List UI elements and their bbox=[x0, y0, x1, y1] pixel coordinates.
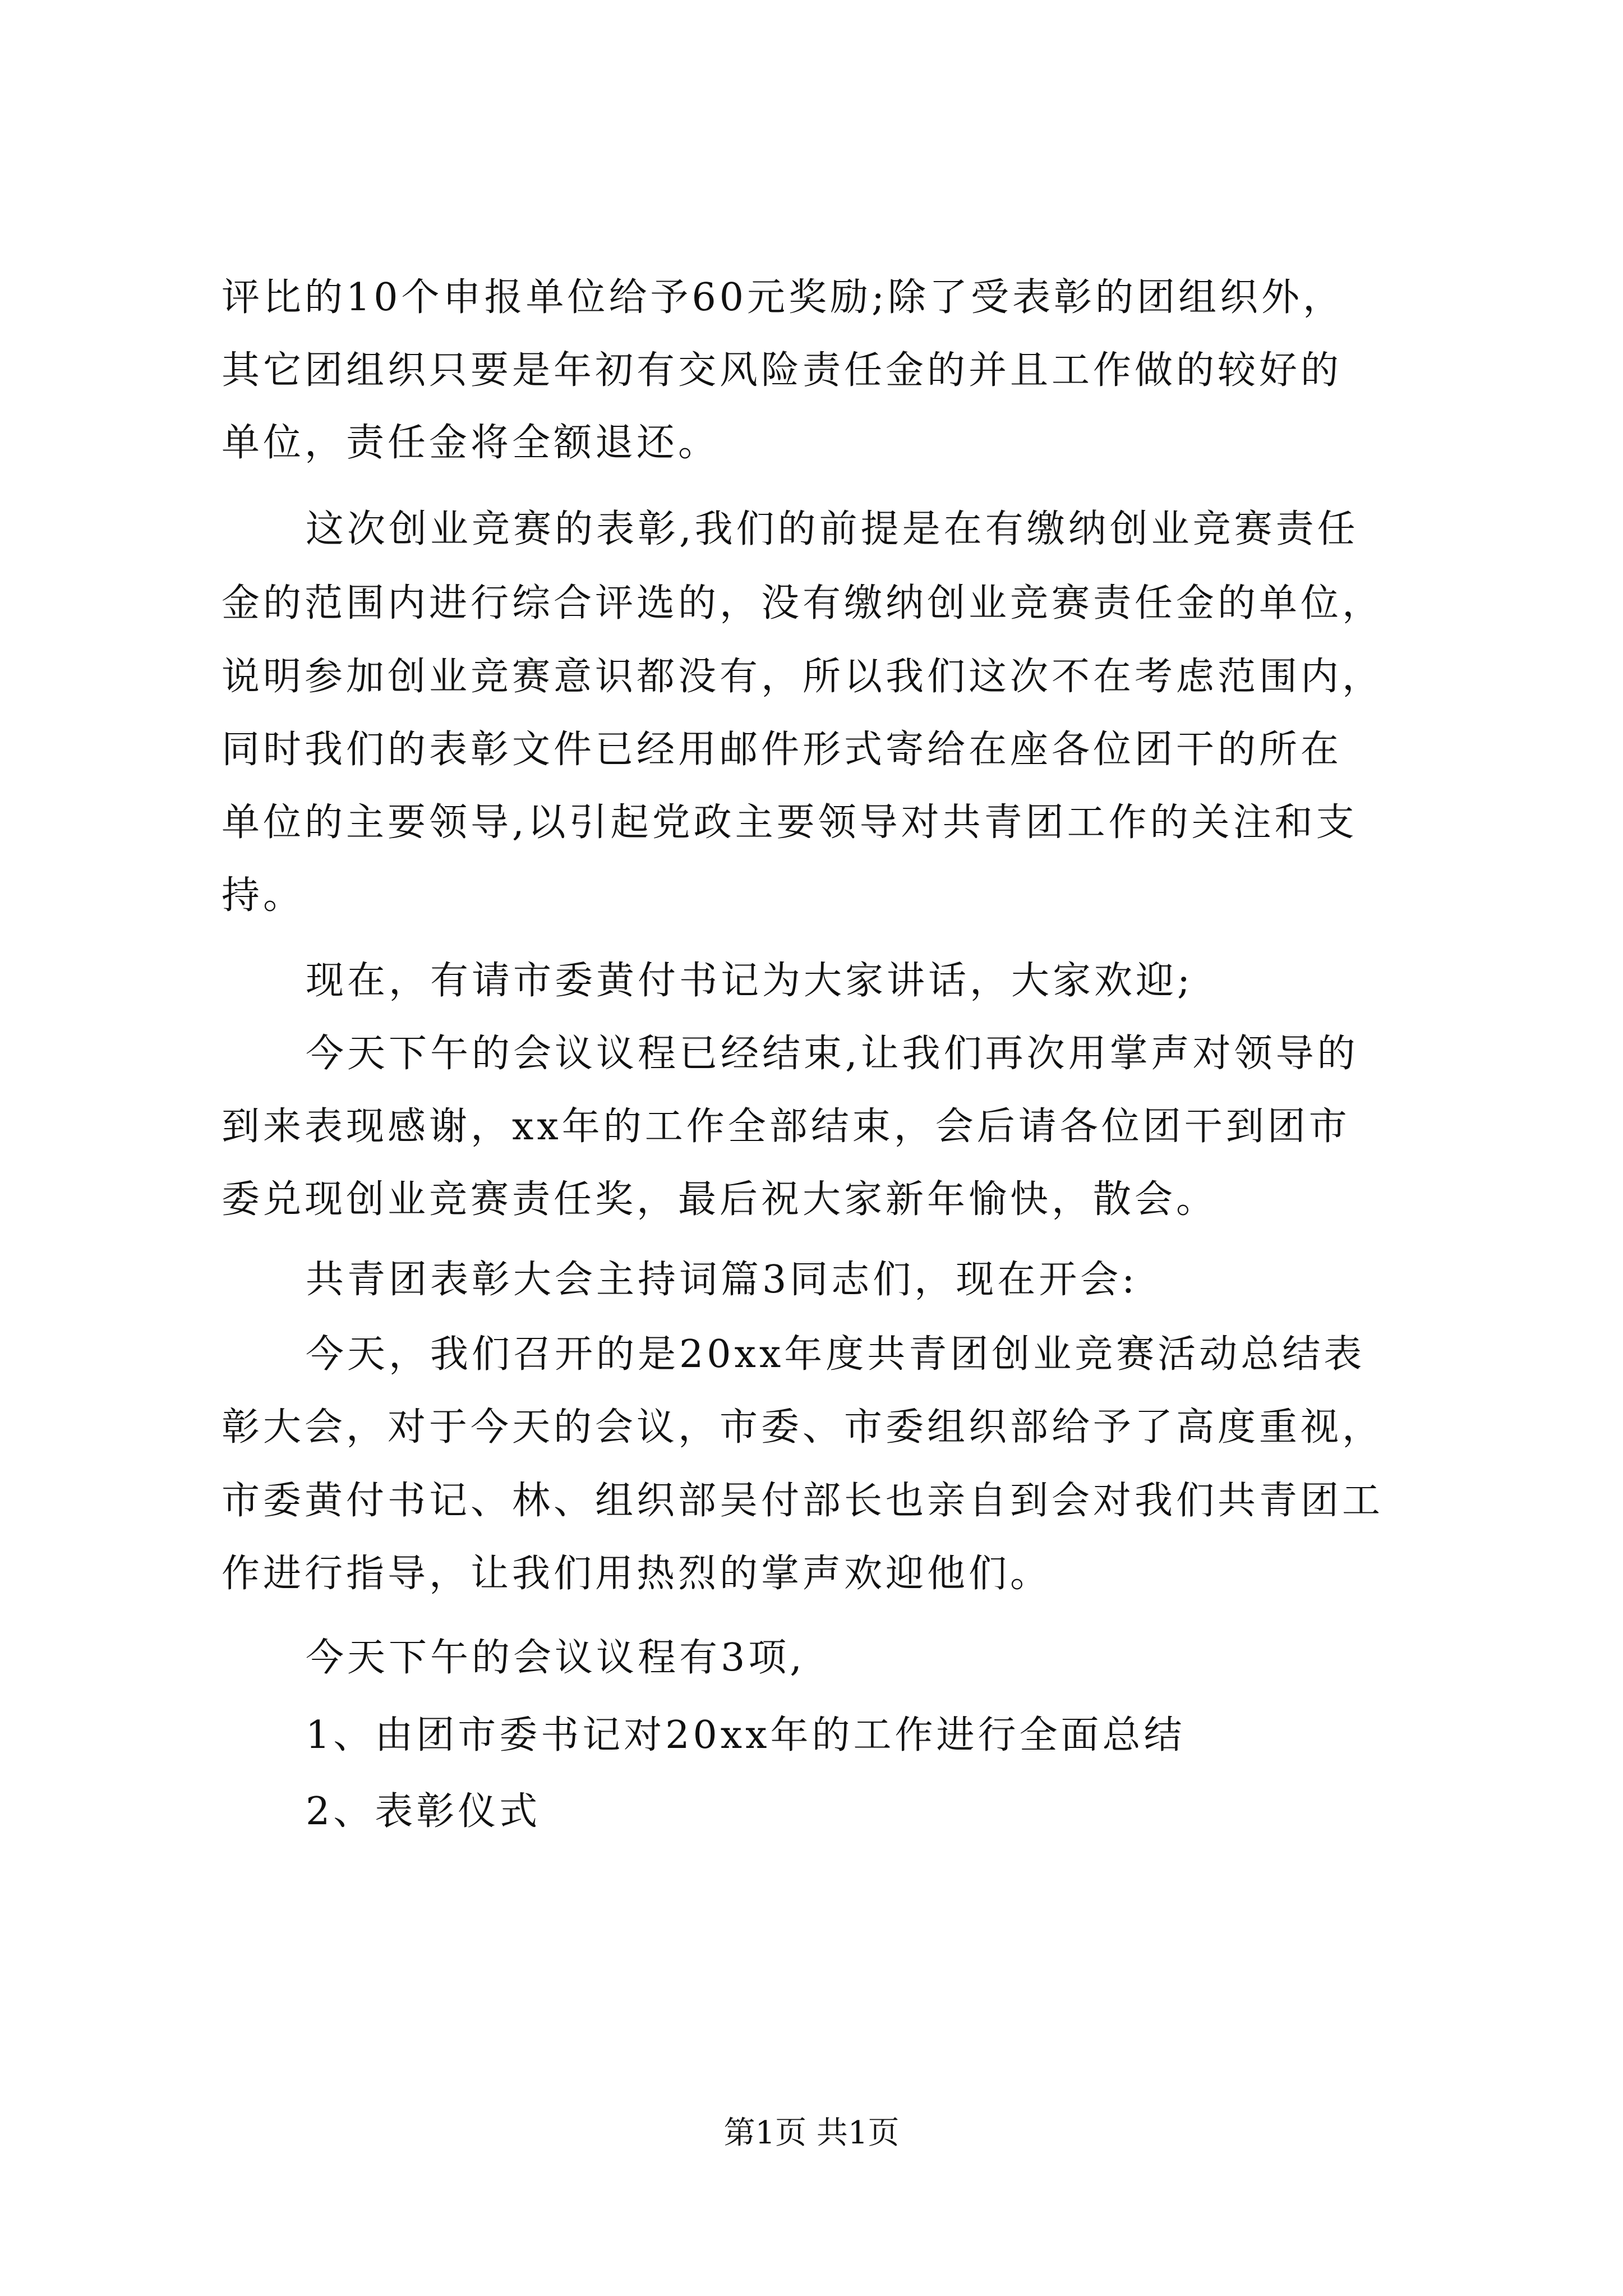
body-text-line: 持。 bbox=[222, 873, 305, 918]
paragraph-first-line: 现在，有请市委黄付书记为大家讲话，大家欢迎; bbox=[306, 959, 1193, 1003]
body-text-line: 同时我们的表彰文件已经用邮件形式寄给在座各位团干的所在 bbox=[222, 728, 1343, 772]
body-text-line: 金的范围内进行综合评选的，没有缴纳创业竞赛责任金的单位， bbox=[222, 581, 1384, 625]
paragraph-first-line: 这次创业竞赛的表彰,我们的前提是在有缴纳创业竞赛责任 bbox=[306, 507, 1359, 551]
body-text-line: 单位，责任金将全额退还。 bbox=[222, 421, 720, 465]
body-text-line: 其它团组织只要是年初有交风险责任金的并且工作做的较好的 bbox=[222, 348, 1343, 393]
list-item: 2、表彰仪式 bbox=[306, 1789, 541, 1834]
paragraph-first-line: 共青团表彰大会主持词篇3同志们，现在开会: bbox=[306, 1258, 1138, 1302]
list-item: 1、由团市委书记对20xx年的工作进行全面总结 bbox=[306, 1713, 1186, 1757]
page-footer: 第1页 共1页 bbox=[723, 2115, 900, 2151]
paragraph-first-line: 今天下午的会议议程有3项, bbox=[306, 1636, 805, 1680]
paragraph-first-line: 今天，我们召开的是20xx年度共青团创业竞赛活动总结表 bbox=[306, 1332, 1366, 1377]
body-text-line: 评比的10个申报单位给予60元奖励;除了受表彰的团组织外， bbox=[222, 275, 1344, 320]
body-text-line: 说明参加创业竞赛意识都没有，所以我们这次不在考虑范围内， bbox=[222, 655, 1384, 699]
body-text-line: 彰大会，对于今天的会议，市委、市委组织部给予了高度重视， bbox=[222, 1405, 1384, 1450]
body-text-line: 单位的主要领导,以引起党政主要领导对共青团工作的关注和支 bbox=[222, 800, 1358, 845]
body-text-line: 作进行指导，让我们用热烈的掌声欢迎他们。 bbox=[222, 1552, 1052, 1596]
body-text-line: 委兑现创业竞赛责任奖，最后祝大家新年愉快，散会。 bbox=[222, 1177, 1218, 1222]
paragraph-first-line: 今天下午的会议议程已经结束,让我们再次用掌声对领导的 bbox=[306, 1032, 1359, 1076]
body-text-line: 市委黄付书记、林、组织部吴付部长也亲自到会对我们共青团工 bbox=[222, 1479, 1384, 1523]
body-text-line: 到来表现感谢，xx年的工作全部结束，会后请各位团干到团市 bbox=[222, 1105, 1350, 1149]
